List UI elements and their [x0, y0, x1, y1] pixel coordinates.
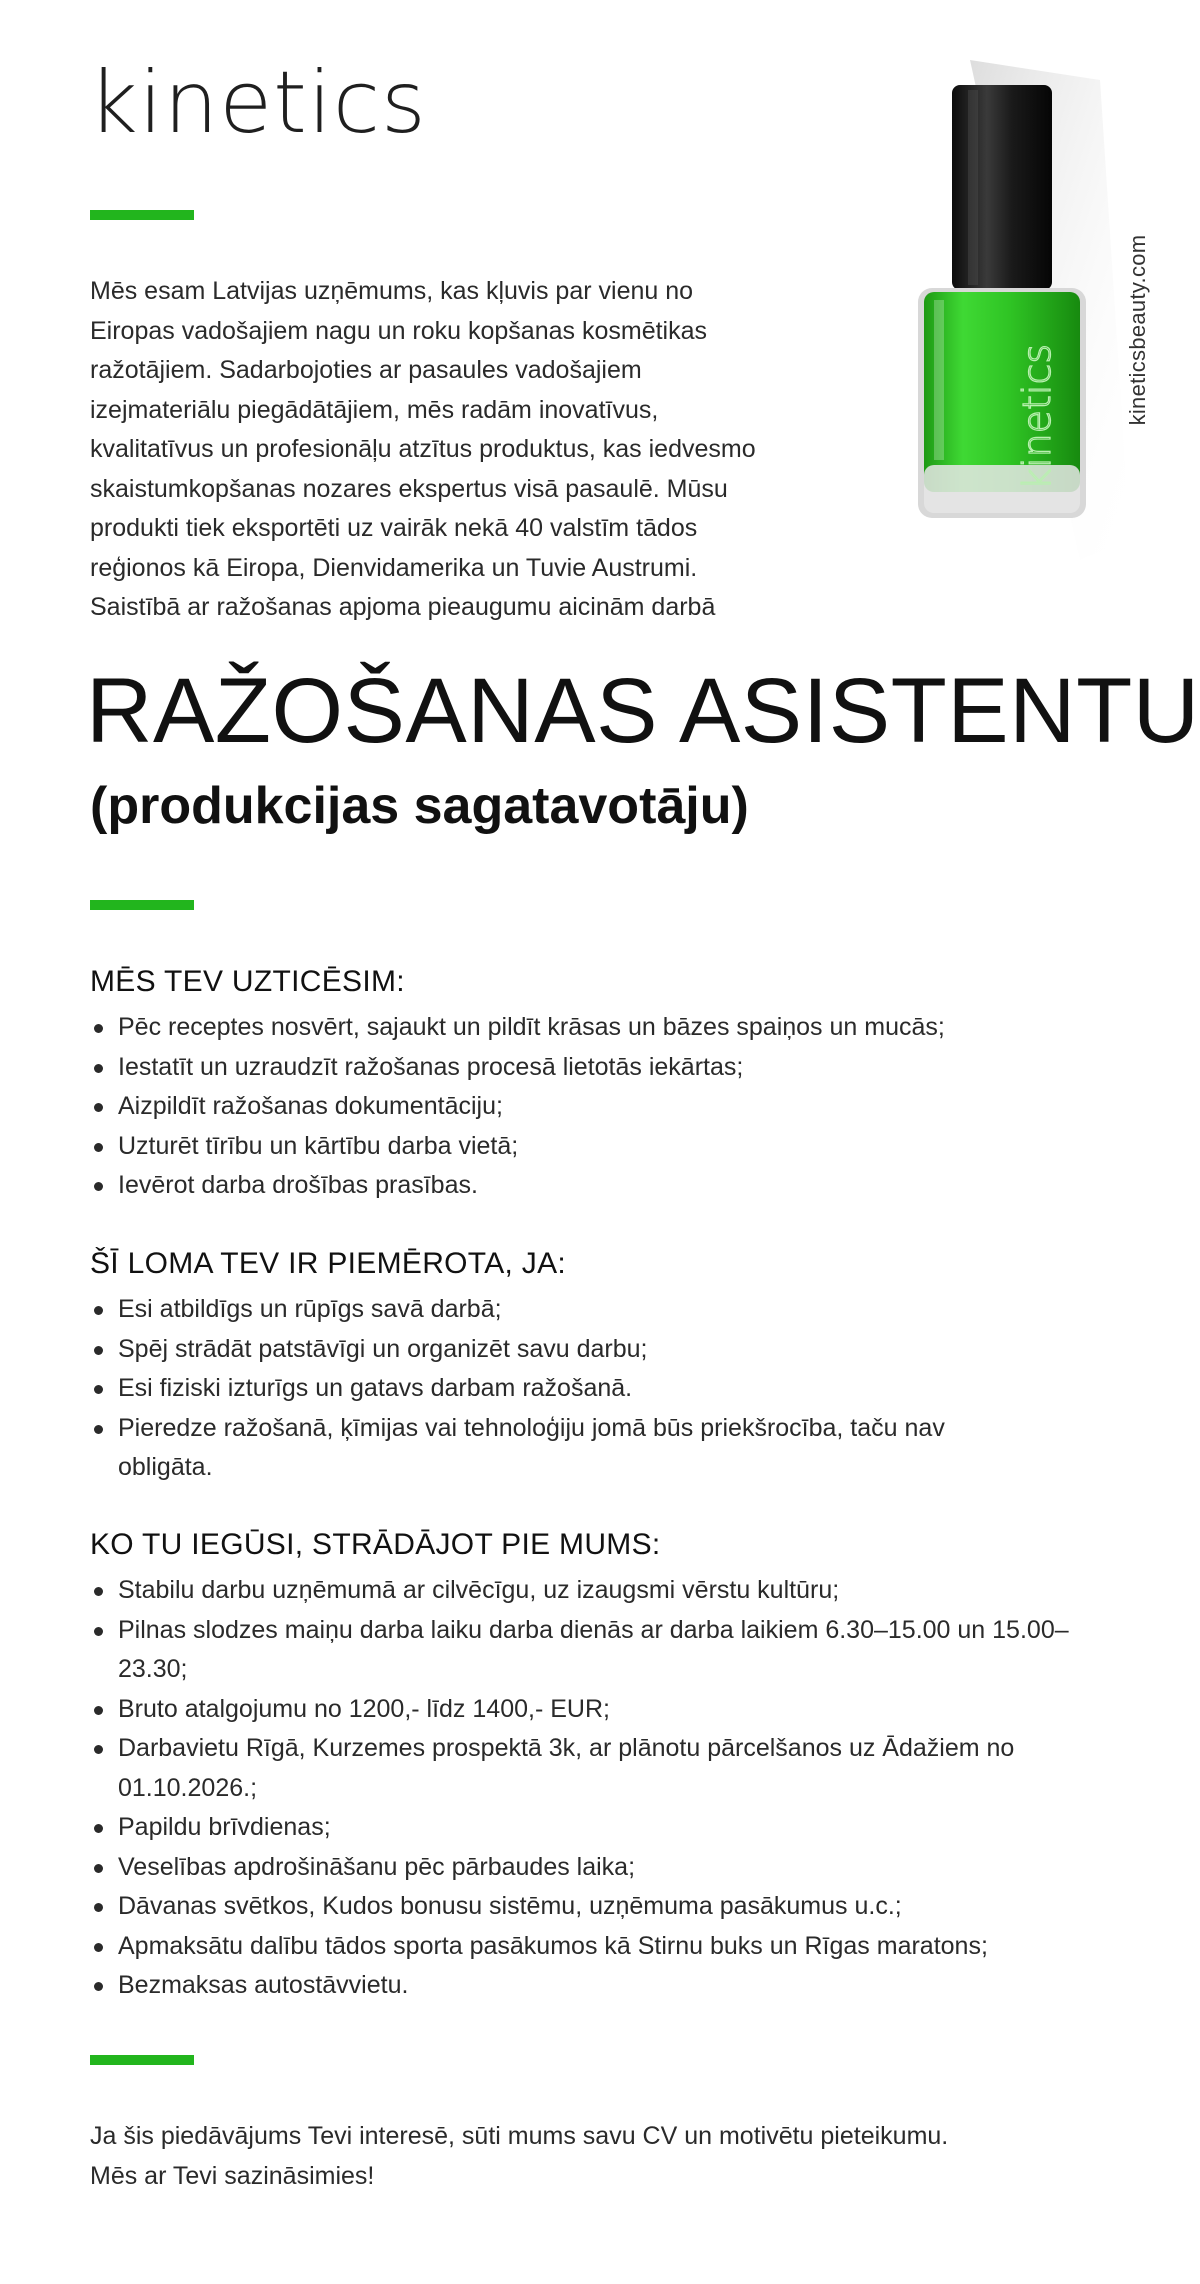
website-url: kineticsbeauty.com — [1125, 234, 1150, 426]
list-item: Veselības apdrošināšanu pēc pārbaudes laika; — [90, 1848, 1130, 1888]
intro-line: ražotājiem. Sadarbojoties ar pasaules vadošajiem — [90, 356, 642, 384]
list-item: Spēj strādāt patstāvīgi un organizēt savu darbu; — [90, 1330, 1130, 1370]
list-item: Esi fiziski izturīgs un gatavs darbam ražošanā. — [90, 1369, 1130, 1409]
intro-line: Saistībā ar ražošanas apjoma pieaugumu aicinām darbā — [90, 593, 716, 621]
position-title: RAŽOŠANAS ASISTENTU — [86, 660, 1200, 762]
list-item: Darbavietu Rīgā, Kurzemes prospektā 3k, ar plānotu pārcelšanos uz Ādažiem no 01.10.2026.; — [90, 1729, 1128, 1808]
list-item: Papildu brīvdienas; — [90, 1808, 1130, 1848]
bottle-label: kinetics — [1015, 343, 1059, 490]
list-item: Stabilu darbu uzņēmumā ar cilvēcīgu, uz izaugsmi vērstu kultūru; — [90, 1571, 1130, 1611]
closing-line: Ja šis piedāvājums Tevi interesē, sūti mums savu CV un motivētu pieteikumu. — [90, 2122, 949, 2150]
section-benefits — [90, 1525, 1130, 2006]
list-item: Pēc receptes nosvērt, sajaukt un pildīt krāsas un bāzes spaiņos un mucās; — [90, 1008, 1130, 1048]
section-title: ŠĪ LOMA TEV IR PIEMĒROTA, JA: — [90, 1247, 567, 1280]
nail-polish-bottle-image — [900, 60, 1130, 580]
section-responsibilities — [90, 962, 1130, 1206]
list-item: Pilnas slodzes maiņu darba laiku darba dienās ar darba laikiem 6.30–15.00 un 15.00–23.30; — [90, 1611, 1098, 1690]
list-item: Ievērot darba drošības prasības. — [90, 1166, 1130, 1206]
bottle-cap — [952, 85, 1052, 290]
list-item: Uzturēt tīrību un kārtību darba vietā; — [90, 1127, 1130, 1167]
intro-line: produkti tiek eksportēti uz vairāk nekā 40 valstīm tādos — [90, 514, 698, 542]
accent-divider — [90, 900, 194, 910]
section-title: KO TU IEGŪSI, STRĀDĀJOT PIE MUMS: — [90, 1528, 661, 1561]
intro-line: kvalitatīvus un profesionāļu atzītus produktus, kas iedvesmo — [90, 435, 756, 463]
list-item: Bruto atalgojumu no 1200,- līdz 1400,- EUR; — [90, 1690, 1130, 1730]
section-title: MĒS TEV UZTICĒSIM: — [90, 965, 405, 998]
list-item: Pieredze ražošanā, ķīmijas vai tehnoloģiju jomā būs priekšrocība, taču nav obligāta. — [90, 1409, 998, 1488]
bullet-list — [90, 1008, 1130, 1206]
intro-line: Eiropas vadošajiem nagu un roku kopšanas kosmētikas — [90, 316, 708, 345]
accent-divider — [90, 210, 194, 220]
list-item: Apmaksātu dalību tādos sporta pasākumos kā Stirnu buks un Rīgas maratons; — [90, 1927, 1130, 1967]
section-requirements — [90, 1244, 1130, 1488]
list-item: Bezmaksas autostāvvietu. — [90, 1966, 1130, 2006]
list-item: Iestatīt un uzraudzīt ražošanas procesā lietotās iekārtas; — [90, 1048, 1130, 1088]
position-subtitle: (produkcijas sagatavotāju) — [90, 777, 749, 835]
intro-line: skaistumkopšanas nozares ekspertus visā pasaulē. Mūsu — [90, 474, 728, 503]
closing-line: Mēs ar Tevi sazināsimies! — [90, 2161, 375, 2190]
list-item: Dāvanas svētkos, Kudos bonusu sistēmu, uzņēmuma pasākumus u.c.; — [90, 1887, 1130, 1927]
kinetics-logo: kinetics — [88, 53, 427, 153]
intro-line: Mēs esam Latvijas uzņēmums, kas kļuvis par vienu no — [90, 277, 694, 305]
list-item: Aizpildīt ražošanas dokumentāciju; — [90, 1087, 1130, 1127]
bullet-list — [90, 1290, 1130, 1488]
accent-divider — [90, 2055, 194, 2065]
closing-paragraph — [90, 2117, 1130, 2196]
list-item: Esi atbildīgs un rūpīgs savā darbā; — [90, 1290, 1130, 1330]
intro-paragraph — [90, 272, 850, 628]
intro-line: izejmateriālu piegādātājiem, mēs radām inovatīvus, — [90, 395, 659, 424]
bullet-list — [90, 1571, 1130, 2006]
intro-line: reģionos kā Eiropa, Dienvidamerika un Tuvie Austrumi. — [90, 553, 698, 582]
